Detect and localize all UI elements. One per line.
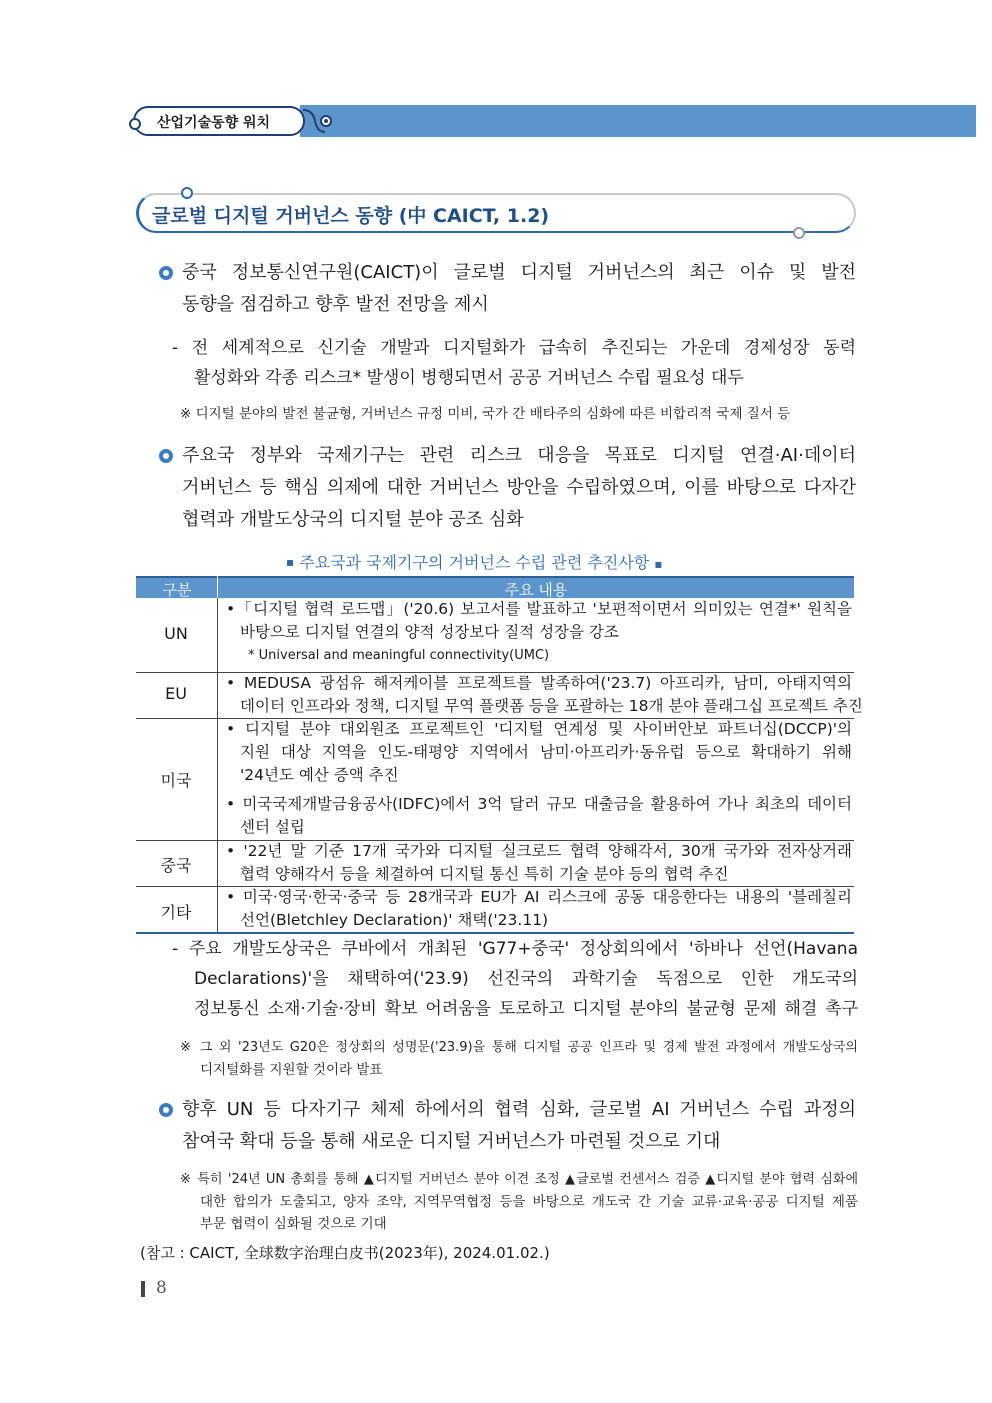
table-col-divider-head	[217, 576, 218, 598]
row-eu-category: EU	[165, 684, 187, 703]
table-line: 지원 대상 지역을 인도-태평양 지역에서 남미·아프리카·동유럽 등으로 확대하기 위해	[240, 743, 852, 761]
bullet-1-line: 동향을 점검하고 향후 발전 전망을 제시	[182, 294, 489, 315]
page-number: 8	[156, 1278, 167, 1298]
section-pill	[133, 106, 305, 136]
row-un-category: UN	[164, 624, 188, 643]
table-line: • 미국·영국·한국·중국 등 28개국과 EU가 AI 리스크에 공동 대응한다는 내용의 '블레칠리	[226, 888, 852, 906]
header-category: 구분	[162, 581, 192, 599]
title-dot-icon	[793, 227, 805, 239]
header-connector-icon	[303, 104, 343, 138]
caption-end-icon: ▪	[654, 557, 663, 571]
pill-dot-icon	[129, 118, 141, 130]
header-band	[300, 105, 976, 137]
table-line: 선언(Bletchley Declaration)' 채택('23.11)	[240, 911, 549, 929]
page-marker-icon	[141, 1281, 145, 1297]
dash-2	[172, 934, 858, 1024]
title-dot-icon	[181, 187, 193, 199]
header-content: 주요 내용	[504, 581, 568, 599]
note-2	[180, 1037, 858, 1081]
table-line: 센터 설립	[240, 818, 305, 836]
dash-1	[172, 333, 856, 393]
note-2-line: 디지털화를 지원할 것이라 발표	[200, 1062, 383, 1078]
row-eu-content	[226, 672, 863, 718]
row-cn-content	[226, 840, 852, 886]
bullet-3-line: 참여국 확대 등을 통해 새로운 디지털 거버넌스가 마련될 것으로 기대	[182, 1131, 721, 1152]
table-caption	[286, 550, 662, 573]
dash-2-line: 정보통신 소재·기술·장비 확보 어려움을 토로하고 디지털 분야의 불균형 문제 해결 촉구	[194, 999, 858, 1019]
dash-2-line: Declarations)'을 채택하여('23.9) 선진국의 과학기술 독점으로 인한 개도국의	[194, 969, 858, 989]
circle-bullet-icon	[159, 1103, 173, 1117]
table-footnote: * Universal and meaningful connectivity(UMC)	[248, 648, 550, 663]
note-1: ※ 디지털 분야의 발전 불균형, 거버넌스 규정 미비, 국가 간 배타주의 심화에 따른 비합리적 국제 질서 등	[180, 406, 791, 422]
table-line: 바탕으로 디지털 연결의 양적 성장보다 질적 성장을 강조	[240, 623, 619, 641]
caption-mark-icon: ▪	[286, 555, 295, 569]
bullet-1	[182, 257, 856, 321]
note-3-line: 부문 협력이 심화될 것으로 기대	[200, 1216, 387, 1232]
bullet-3	[182, 1094, 856, 1158]
page-title: 글로벌 디지털 거버넌스 동향 (中 CAICT, 1.2)	[152, 205, 550, 227]
note-3	[180, 1169, 858, 1235]
table-line: 협력 양해각서 등을 체결하여 디지털 통신 특히 기술 분야 등의 협력 추진	[240, 865, 729, 883]
note-3-line: 대한 합의가 도출되고, 양자 조약, 지역무역협정 등을 바탕으로 개도국 간 기술 교류·교육·공공 디지털 제품	[200, 1194, 858, 1210]
circle-bullet-icon	[159, 449, 173, 463]
dash-1-line: - 전 세계적으로 신기술 개발과 디지털화가 급속히 추진되는 가운데 경제성장 동력	[172, 338, 856, 358]
table-col-divider	[217, 576, 218, 932]
bullet-2-line: 거버넌스 등 핵심 의제에 대한 거버넌스 방안을 수립하였으며, 이를 바탕으로 다자간	[182, 477, 856, 498]
reference: (참고 : CAICT, 全球数字治理白皮书(2023年), 2024.01.02.)	[140, 1244, 550, 1262]
row-us-content	[226, 718, 852, 839]
table-caption-text: 주요국과 국제기구의 거버넌스 수립 관련 추진사항	[299, 553, 650, 572]
bullet-1-line: 중국 정보통신연구원(CAICT)이 글로벌 디지털 거버넌스의 최근 이슈 및 발전	[182, 262, 856, 283]
table-line: • 미국국제개발금융공사(IDFC)에서 3억 달러 규모 대출금을 활용하여 가나 최초의 데이터	[226, 795, 852, 813]
bullet-2-line: 협력과 개발도상국의 디지털 분야 공조 심화	[182, 509, 524, 530]
section-label: 산업기술동향 워치	[157, 115, 271, 131]
row-un-content	[226, 598, 852, 667]
table-line: • '22년 말 기준 17개 국가와 디지털 실크로드 협력 양해각서, 30개 국가와 전자상거래	[226, 842, 852, 860]
table-line: •「디지털 협력 로드맵」('20.6) 보고서를 발표하고 '보편적이면서 의미있는 연결*' 원칙을	[226, 600, 852, 618]
bullet-2	[182, 440, 856, 536]
row-etc-category: 기타	[160, 903, 192, 922]
dash-1-line: 활성화와 각종 리스크* 발생이 병행되면서 공공 거버넌스 수립 필요성 대두	[194, 368, 744, 388]
table-line: 데이터 인프라와 정책, 디지털 무역 플랫폼 등을 포괄하는 18개 분야 플래그십 프로젝트 추진	[240, 697, 863, 715]
row-us-category: 미국	[160, 771, 192, 790]
table-line: • MEDUSA 광섬유 해저케이블 프로젝트를 발족하여('23.7) 아프리카, 남미, 아태지역의	[226, 674, 852, 692]
circle-bullet-icon	[159, 266, 173, 280]
table-line: • 디지털 분야 대외원조 프로젝트인 '디지털 연계성 및 사이버안보 파트너십(DCCP)'의	[226, 720, 852, 738]
row-etc-content	[226, 886, 852, 932]
bullet-2-line: 주요국 정부와 국제기구는 관련 리스크 대응을 목표로 디지털 연결·AI·데이터	[182, 445, 856, 466]
table-line: '24년도 예산 증액 추진	[240, 766, 399, 784]
table-top-rule	[136, 576, 854, 578]
dash-2-line: - 주요 개발도상국은 쿠바에서 개최된 'G77+중국' 정상회의에서 '하바나 선언(Havana	[172, 939, 858, 959]
row-cn-category: 중국	[160, 856, 192, 875]
note-2-line: ※ 그 외 '23년도 G20은 정상회의 성명문('23.9)을 통해 디지털 공공 인프라 및 경제 발전 과정에서 개발도상국의	[180, 1040, 858, 1055]
bullet-3-line: 향후 UN 등 다자기구 체제 하에서의 협력 심화, 글로벌 AI 거버넌스 수립 과정의	[182, 1099, 856, 1120]
note-3-line: ※ 특히 '24년 UN 총회를 통해 ▲디지털 거버넌스 분야 이견 조정 ▲글로벌 컨센서스 검증 ▲디지털 분야 협력 심화에	[180, 1172, 858, 1187]
